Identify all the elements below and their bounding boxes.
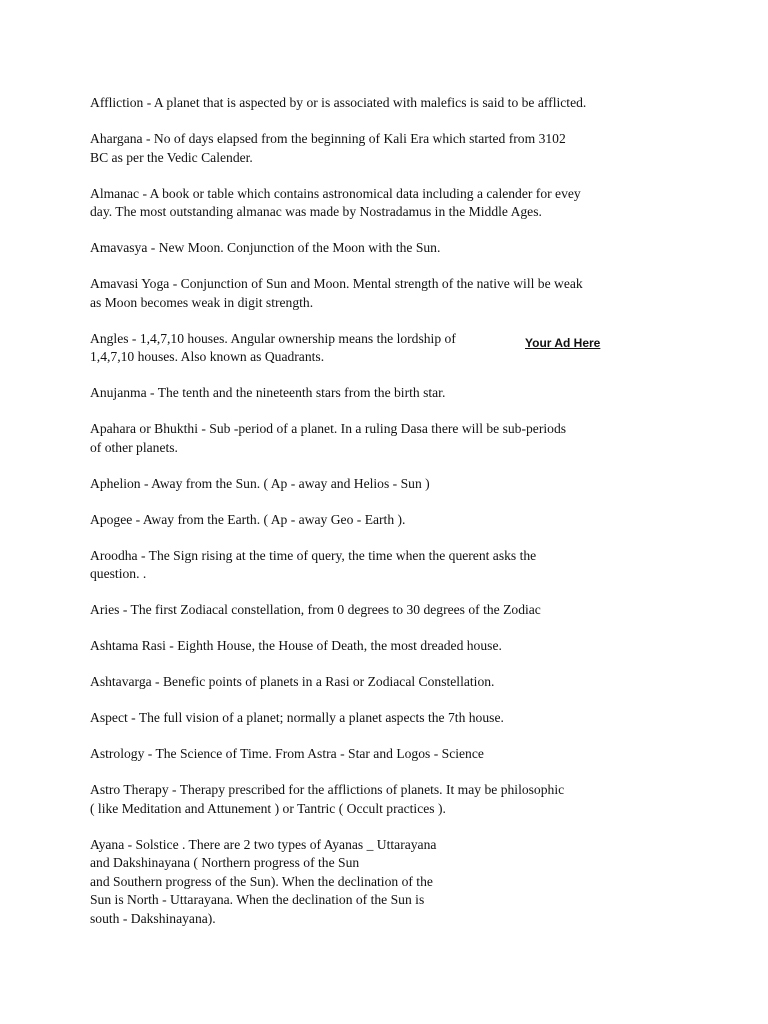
glossary-entry-line: Astro Therapy - Therapy prescribed for the afflictions of planets. It may be philosophic xyxy=(90,782,565,797)
glossary-document xyxy=(90,94,690,946)
glossary-entry xyxy=(90,709,690,728)
glossary-entry-line: Affliction - A planet that is aspected by or is associated with malefics is said to be afflicted. xyxy=(90,95,587,110)
glossary-entry-line: as Moon becomes weak in digit strength. xyxy=(90,294,314,310)
glossary-entry-line: question. . xyxy=(90,566,147,581)
glossary-entry-line: and Dakshinayana ( Northern progress of the Sun xyxy=(90,855,360,870)
glossary-entry-line: Ashtavarga - Benefic points of planets in a Rasi or Zodiacal Constellation. xyxy=(90,674,495,689)
glossary-entry xyxy=(90,836,690,929)
glossary-entry-line: Amavasi Yoga - Conjunction of Sun and Moon. Mental strength of the native will be weak xyxy=(90,276,583,291)
ad-link[interactable]: Your Ad Here xyxy=(525,336,601,350)
glossary-entry xyxy=(90,94,690,113)
glossary-entry xyxy=(90,275,690,312)
glossary-entry xyxy=(90,185,690,222)
glossary-entry-line: Ayana - Solstice . There are 2 two types of Ayanas _ Uttarayana xyxy=(90,836,437,852)
glossary-entry-line: south - Dakshinayana). xyxy=(90,910,216,926)
glossary-entry-line: Astrology - The Science of Time. From Astra - Star and Logos - Science xyxy=(90,746,484,761)
glossary-entry-line: Aroodha - The Sign rising at the time of query, the time when the querent asks the xyxy=(90,547,537,563)
glossary-entry xyxy=(90,547,690,584)
glossary-entry xyxy=(90,239,690,258)
glossary-entry xyxy=(90,130,690,167)
glossary-entry-line: BC as per the Vedic Calender. xyxy=(90,149,253,165)
glossary-list xyxy=(90,94,690,928)
glossary-entry xyxy=(90,673,690,692)
glossary-entry xyxy=(90,511,690,530)
glossary-entry-line: day. The most outstanding almanac was made by Nostradamus in the Middle Ages. xyxy=(90,204,542,219)
glossary-entry-line: Angles - 1,4,7,10 houses. Angular ownership means the lordship of xyxy=(90,330,456,346)
glossary-entry-line: Aphelion - Away from the Sun. ( Ap - away and Helios - Sun ) xyxy=(90,475,430,491)
glossary-entry-line: Anujanma - The tenth and the nineteenth stars from the birth star. xyxy=(90,385,446,400)
glossary-entry-line: Aspect - The full vision of a planet; normally a planet aspects the 7th house. xyxy=(90,710,504,725)
glossary-entry xyxy=(90,637,690,656)
glossary-entry xyxy=(90,601,690,620)
glossary-entry-line: Ashtama Rasi - Eighth House, the House of Death, the most dreaded house. xyxy=(90,638,502,653)
glossary-entry-line: Almanac - A book or table which contains astronomical data including a calender for evey xyxy=(90,185,581,201)
glossary-entry-line: Apahara or Bhukthi - Sub -period of a planet. In a ruling Dasa there will be sub-periods xyxy=(90,421,567,436)
glossary-entry-line: Aries - The first Zodiacal constellation, from 0 degrees to 30 degrees of the Zodiac xyxy=(90,602,541,617)
glossary-entry-line: of other planets. xyxy=(90,439,178,455)
glossary-entry-line: and Southern progress of the Sun). When the declination of the xyxy=(90,873,433,889)
glossary-entry-line: ( like Meditation and Attunement ) or Tantric ( Occult practices ). xyxy=(90,800,446,816)
glossary-entry-line: Ahargana - No of days elapsed from the beginning of Kali Era which started from 3102 xyxy=(90,131,566,146)
glossary-entry-line: Apogee - Away from the Earth. ( Ap - away Geo - Earth ). xyxy=(90,511,406,527)
glossary-entry-line: Sun is North - Uttarayana. When the declination of the Sun is xyxy=(90,892,425,907)
glossary-entry xyxy=(90,745,690,764)
glossary-entry xyxy=(90,475,690,494)
glossary-entry-line: Amavasya - New Moon. Conjunction of the Moon with the Sun. xyxy=(90,240,441,255)
glossary-entry xyxy=(90,420,690,457)
glossary-entry xyxy=(90,781,690,818)
glossary-entry xyxy=(90,384,690,403)
glossary-entry-line: 1,4,7,10 houses. Also known as Quadrants. xyxy=(90,349,325,364)
